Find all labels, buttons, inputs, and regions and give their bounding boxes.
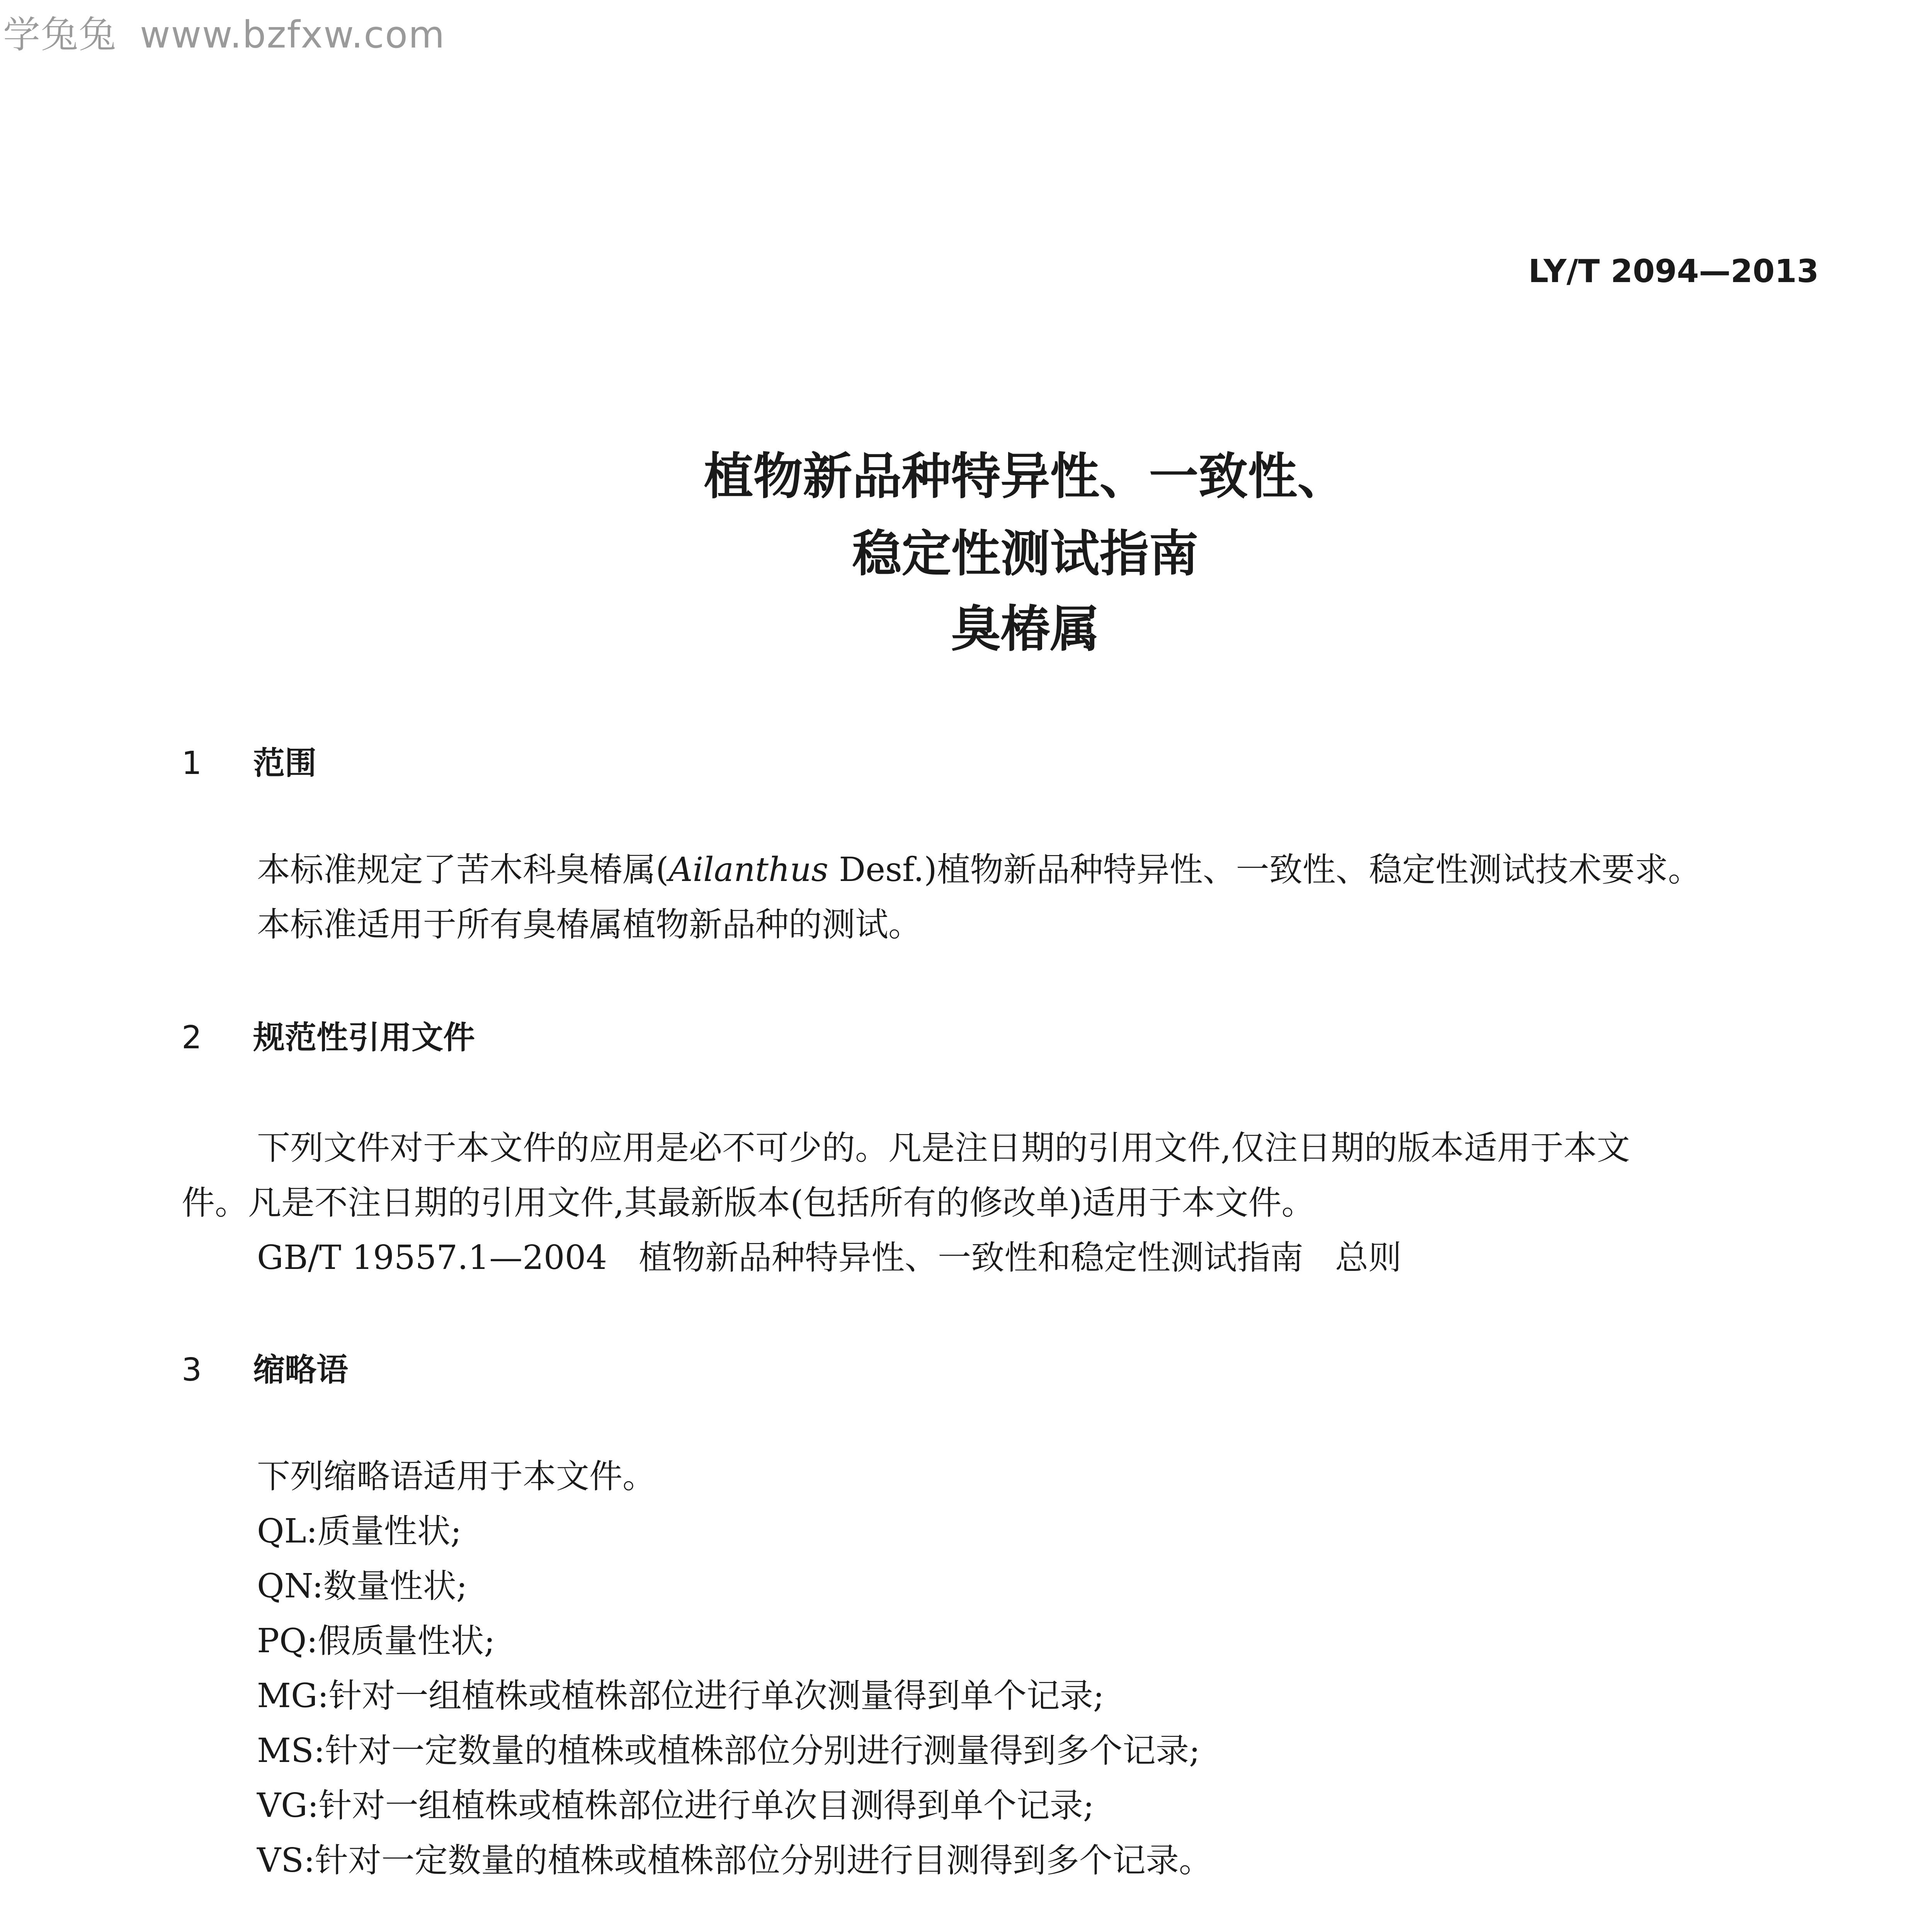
abbreviation-item: PQ:假质量性状; [257,1622,495,1660]
watermark-site-name: 学兔兔 [3,13,117,56]
abbreviation-item: QN:数量性状; [257,1567,468,1605]
normative-reference: GB/T 19557.1—2004 植物新品种特异性、一致性和稳定性测试指南 总则 [257,1238,1402,1277]
section-number: 2 [182,1019,202,1056]
watermark-url: www.bzfxw.com [140,13,446,56]
section-2-heading [182,1012,475,1058]
abbreviations-intro: 下列缩略语适用于本文件。 [257,1457,656,1496]
section-number: 3 [182,1352,202,1388]
abbreviation-item: QL:质量性状; [257,1512,462,1551]
section-1-heading [182,738,316,783]
section-title: 范围 [253,745,317,782]
section-1-paragraph-1: 本标准规定了苦木科臭椿属(Ailanthus Desf.)植物新品种特异性、一致性、稳定性测试技术要求。 [257,850,1701,889]
abbreviation-item: MG:针对一组植株或植株部位进行单次测量得到单个记录; [257,1677,1104,1715]
genus-name: Ailanthus [668,850,828,889]
section-2-paragraph-line-2: 件。凡是不注日期的引用文件,其最新版本(包括所有的修改单)适用于本文件。 [182,1184,1315,1222]
abbreviation-item: VS:针对一定数量的植株或植株部位分别进行目测得到多个记录。 [257,1841,1212,1880]
section-title: 规范性引用文件 [253,1019,475,1056]
section-number: 1 [182,745,202,782]
section-3-heading [182,1345,348,1390]
section-title: 缩略语 [253,1352,349,1388]
watermark [3,5,445,58]
abbreviation-item: VG:针对一组植株或植株部位进行单次目测得到单个记录; [257,1786,1094,1825]
section-2-paragraph-line-1: 下列文件对于本文件的应用是必不可少的。凡是注日期的引用文件,仅注日期的版本适用于本文 [257,1129,1630,1167]
title-line-3: 臭椿属 [951,600,1100,658]
title-line-2: 稳定性测试指南 [852,525,1199,583]
abbreviation-item: MS:针对一定数量的植株或植株部位分别进行测量得到多个记录; [257,1731,1200,1770]
section-1-paragraph-2: 本标准适用于所有臭椿属植物新品种的测试。 [257,905,922,944]
standard-number: LY/T 2094—2013 [1528,253,1819,290]
title-line-1: 植物新品种特异性、一致性、 [704,448,1347,505]
